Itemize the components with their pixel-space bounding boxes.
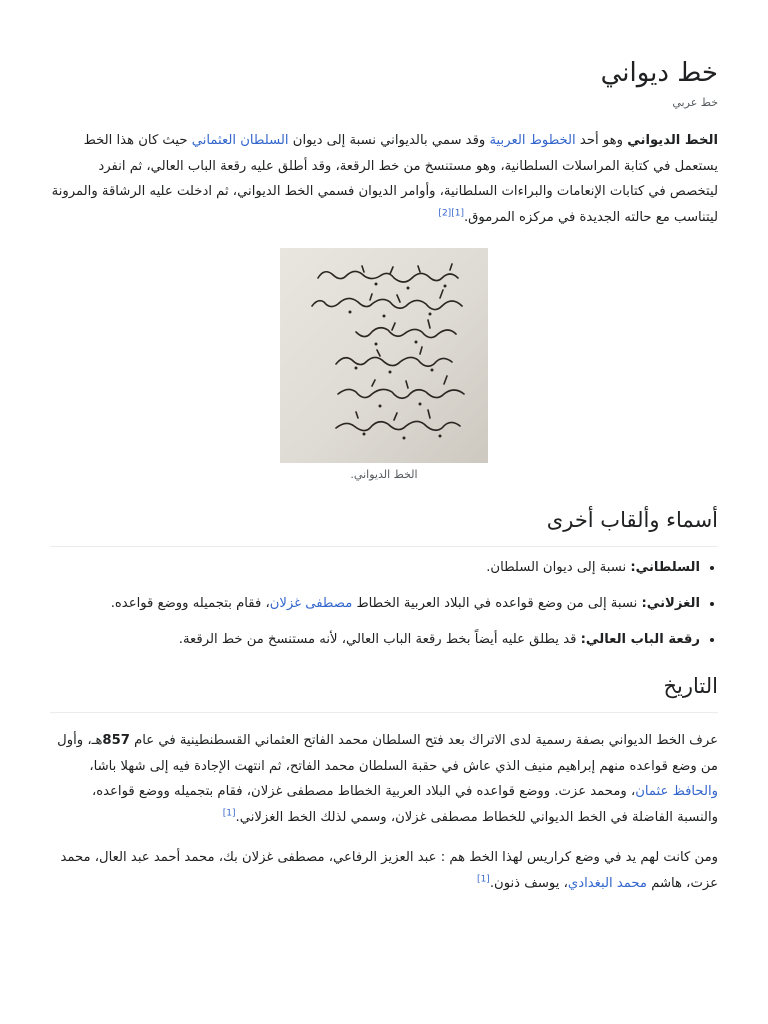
name-term: السلطاني: (630, 560, 700, 575)
history-text: عرف الخط الديواني بصفة رسمية لدى الاتراك بعد فتح السلطان محمد الفاتح العثماني القسطنطينية في عام (129, 733, 718, 748)
list-item (50, 594, 700, 614)
section-heading-names: أسماء وألقاب أخرى (50, 508, 718, 547)
name-text: ، فقام بتجميله ووضع قواعده. (110, 596, 270, 611)
names-list (50, 558, 718, 666)
history-text: ومن كانت لهم يد في وضع كراريس لهذا الخط هم : عبد العزيز الرفاعي، مصطفى غزلان بك، محمد أحمد عبد العال، محمد عزت، هاشم (60, 850, 718, 891)
link-ottoman-sultan[interactable]: السلطان العثماني (191, 133, 289, 148)
diwani-calligraphy-image (280, 248, 488, 463)
section-heading-history: التاريخ (50, 674, 718, 713)
name-text: نسبة إلى ديوان السلطان. (486, 560, 631, 575)
ref-2[interactable]: [2] (438, 208, 452, 219)
list-item (50, 558, 700, 578)
link-hafiz-osman[interactable]: والحافظ عثمان (635, 784, 718, 799)
history-text: ، ومحمد عزت. ووضع قواعده في البلاد العربية الخطاط مصطفى غزلان، فقام بتجميله ووضع قواعده، والنسبة الفاضلة في الخط الديواني للخطاط مصطفى غزلان، وسمي لذلك الخط الغزلاني. (91, 784, 718, 825)
link-muhammad-baghdadi[interactable]: محمد البغدادي (567, 875, 647, 891)
name-term: رقعة الباب العالي: (580, 632, 700, 647)
link-arabic-scripts[interactable]: الخطوط العربية (489, 133, 576, 148)
figure-caption: الخط الديواني. (350, 468, 418, 481)
name-text: نسبة إلى من وضع قواعده في البلاد العربية الخطاط (352, 596, 642, 611)
page-subtitle: خط عربي (672, 96, 718, 109)
intro-text-1: وهو أحد (575, 133, 628, 148)
calligraphy-figure[interactable] (280, 248, 488, 463)
ref-1[interactable]: [1] (477, 874, 490, 885)
history-paragraph-1 (50, 728, 718, 830)
name-text: قد يطلق عليه أيضاً بخط رقعة الباب العالي، لأنه مستنسخ من خط الرقعة. (178, 632, 581, 647)
ref-1[interactable]: [1] (451, 208, 464, 219)
page-title: خط ديواني (600, 58, 718, 88)
link-mustafa-ghazlan[interactable]: مصطفى غزلان (269, 596, 353, 611)
list-item (50, 630, 700, 650)
history-text: هـ، وأول من وضع قواعده منهم إبراهيم منيف الذي عاش في حقبة السلطان محمد الفاتح، ثم انتهت الإجادة فيه إلى شهلا باشا، (57, 733, 718, 774)
intro-paragraph (50, 128, 718, 230)
name-term: الغزلاني: (641, 596, 700, 611)
history-year: 857 (102, 733, 130, 748)
intro-text-2: وقد سمي بالديواني نسبة إلى ديوان (288, 133, 490, 148)
intro-text-3: حيث كان هذا الخط يستعمل في كتابة المراسلات السلطانية، وهو مستنسخ من خط الرقعة، وقد أطلق عليه رقعة الباب العالي، ثم انفرد ليتخصص في كتابات الإنعامات والبراءات السلطانية، وأوامر الديوان فسمي الخط الديواني، ثم ادخلت عليه الرشاقة والمرونة ليتناسب مع حالته الجديدة في مركزه المرموق. (51, 133, 718, 225)
intro-term: الخط الديواني (627, 133, 718, 148)
ref-1[interactable]: [1] (222, 808, 236, 819)
history-paragraph-2 (50, 845, 718, 896)
history-text: ، يوسف ذنون. (489, 875, 568, 891)
